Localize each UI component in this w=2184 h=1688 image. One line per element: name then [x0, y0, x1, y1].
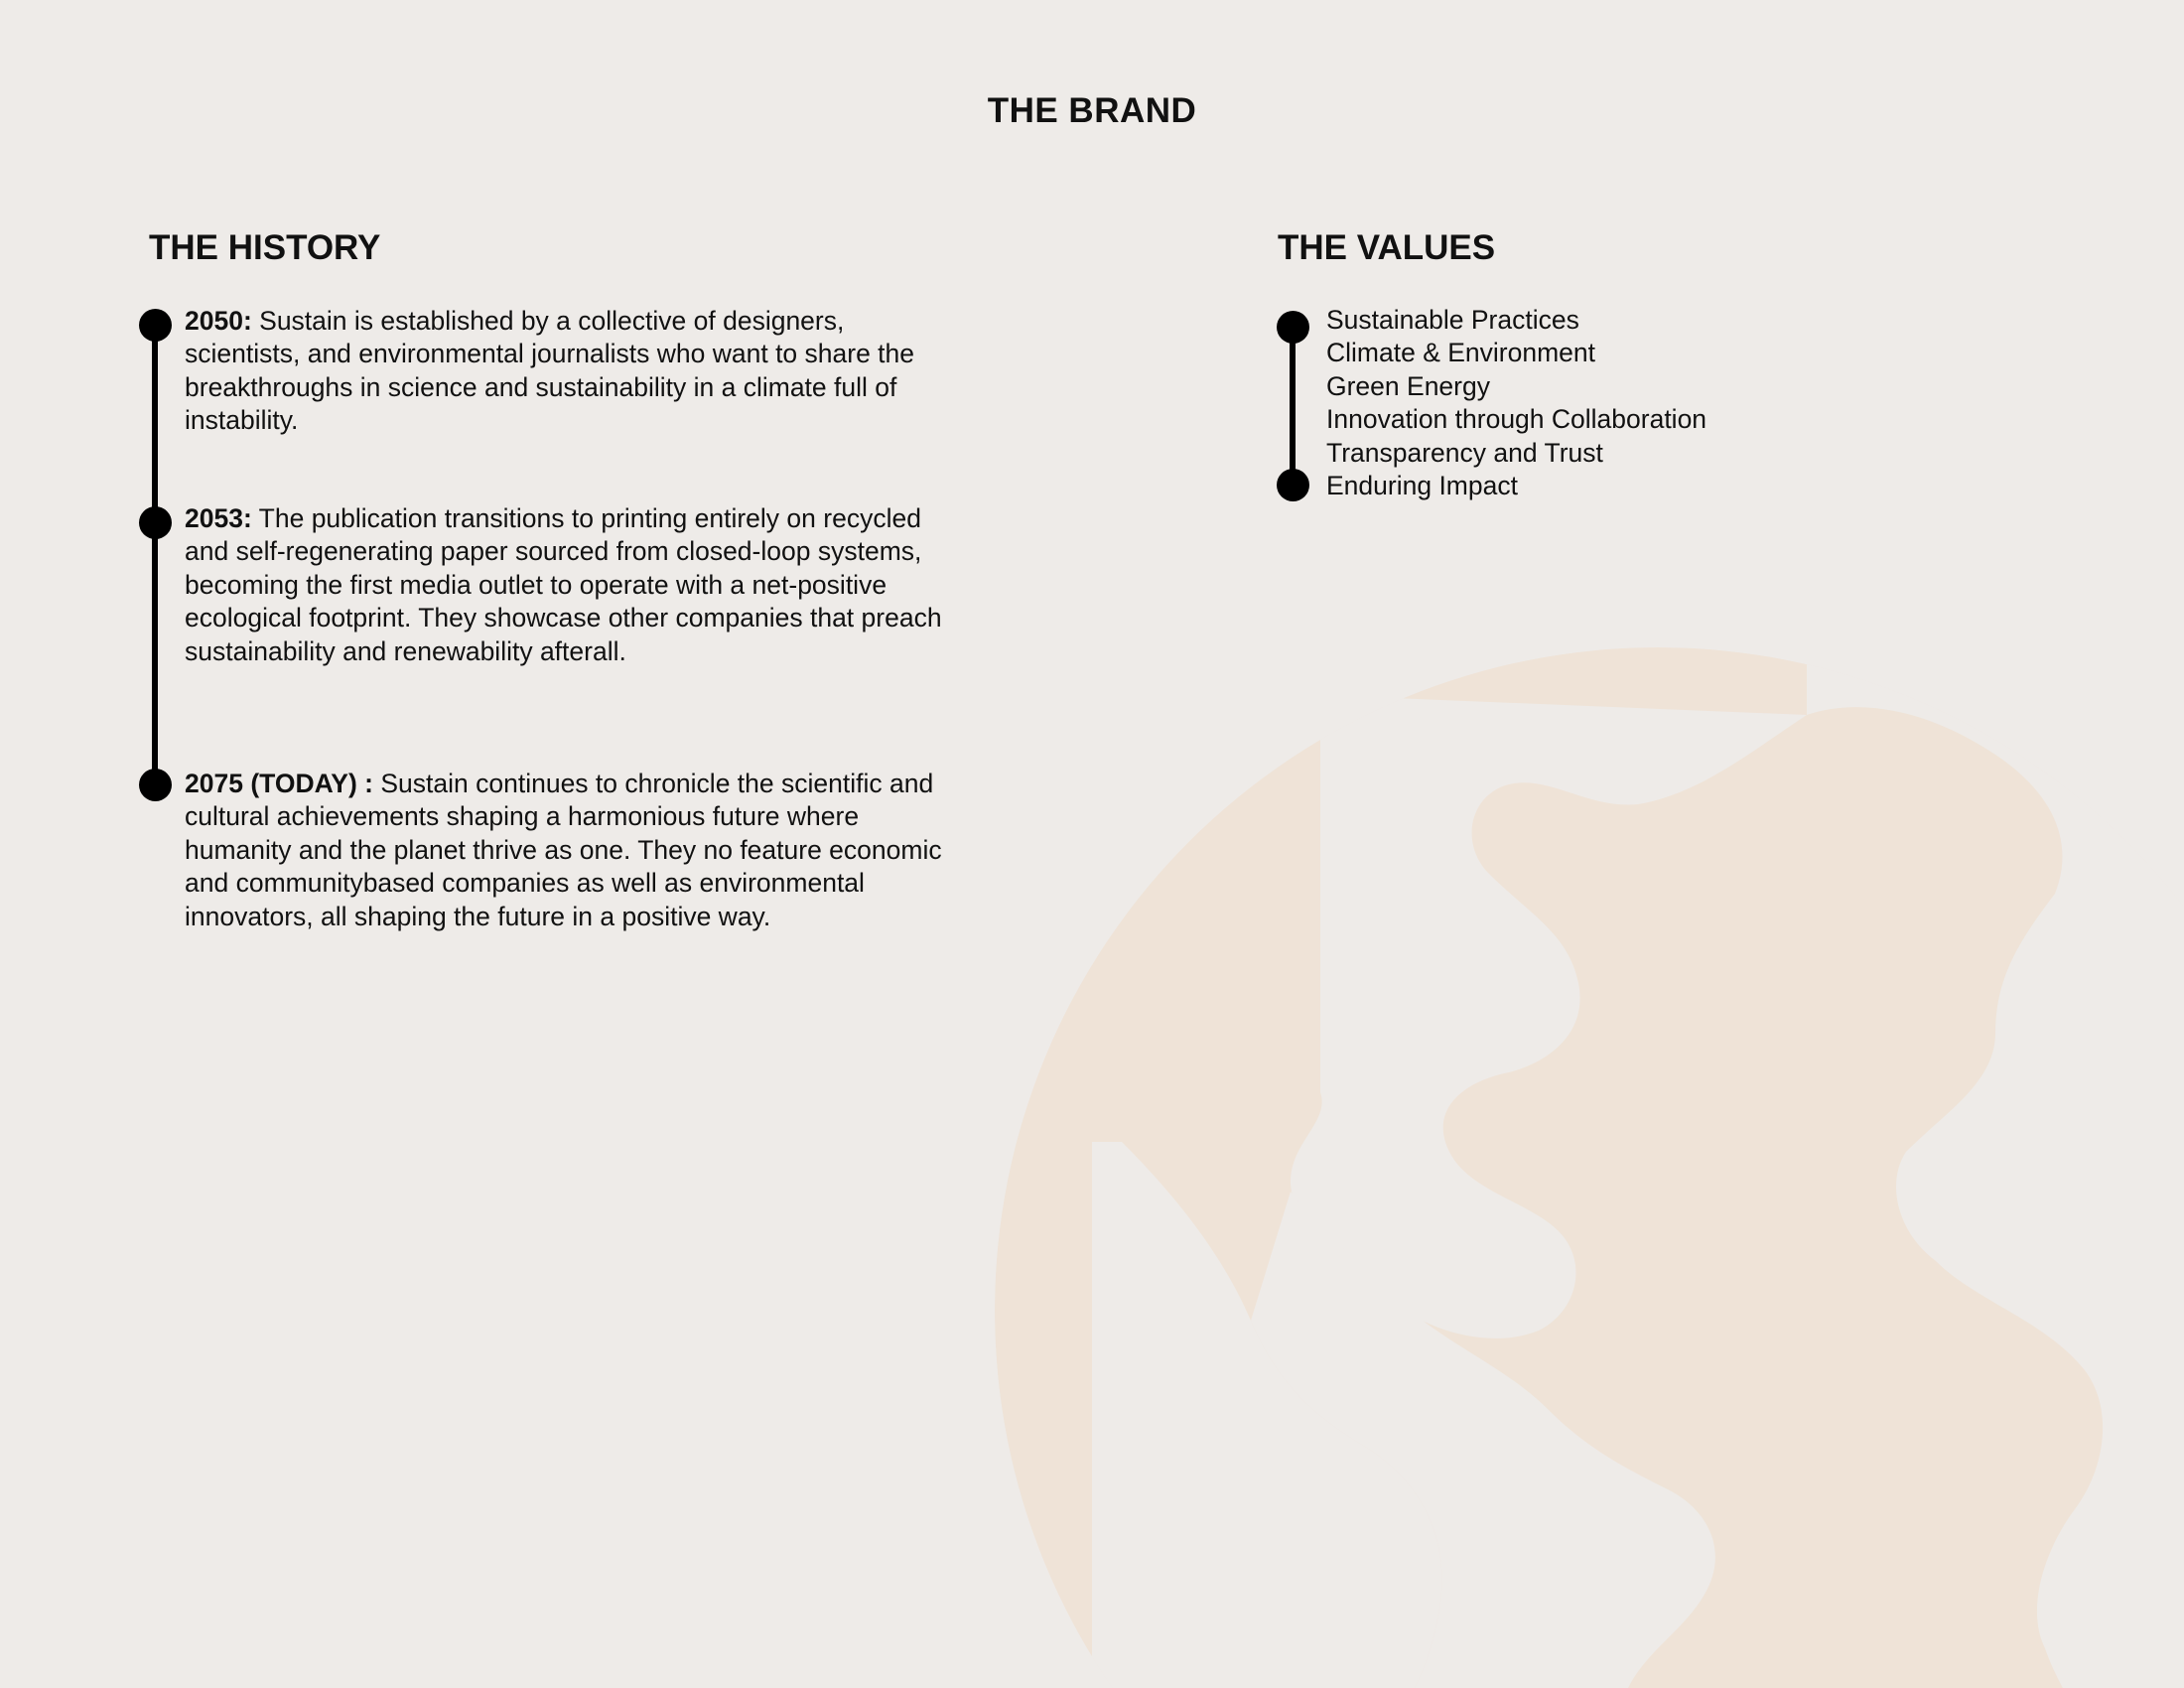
history-entry-year: 2050:	[185, 306, 252, 336]
history-entry-year: 2053:	[185, 503, 252, 533]
history-timeline-line	[152, 325, 158, 785]
value-item: Green Energy	[1326, 370, 1490, 401]
value-item: Transparency and Trust	[1326, 437, 1603, 468]
page-title: THE BRAND	[987, 91, 1197, 130]
timeline-dot-icon	[1277, 469, 1309, 501]
timeline-dot-icon	[139, 309, 172, 342]
history-title: THE HISTORY	[149, 228, 381, 267]
timeline-dot-icon	[139, 769, 172, 801]
value-item: Sustainable Practices	[1326, 305, 1579, 335]
value-item: Innovation through Collaboration	[1326, 404, 1707, 435]
history-entry-2050	[185, 305, 959, 438]
values-title: THE VALUES	[1278, 228, 1496, 267]
history-entry-text: The publication transitions to printing entirely on recycled and self-regenerating paper sourced from closed-loop systems, becoming the first media outlet to operate with a net-positive ecological footprint. They showcase other companies that preach sustainability and renewability afterall.	[185, 503, 942, 666]
history-entry-text: Sustain is established by a collective of designers, scientists, and environmental journalists who want to share the breakthroughs in science and sustainability in a climate full of instability.	[185, 306, 915, 436]
timeline-dot-icon	[139, 506, 172, 539]
history-entry-2075	[185, 768, 959, 933]
value-item: Climate & Environment	[1326, 338, 1595, 368]
history-entry-text: Sustain continues to chronicle the scientific and cultural achievements shaping a harmonious future where humanity and the planet thrive as one. They no feature economic and communitybased companies as well as environmental innovators, all shaping the future in a positive way.	[185, 769, 942, 931]
values-timeline-line	[1290, 328, 1296, 485]
value-item: Enduring Impact	[1326, 471, 1518, 501]
timeline-dot-icon	[1277, 311, 1309, 344]
values-list	[1326, 304, 1706, 502]
history-entry-year: 2075 (TODAY) :	[185, 769, 373, 798]
history-entry-2053	[185, 502, 959, 668]
